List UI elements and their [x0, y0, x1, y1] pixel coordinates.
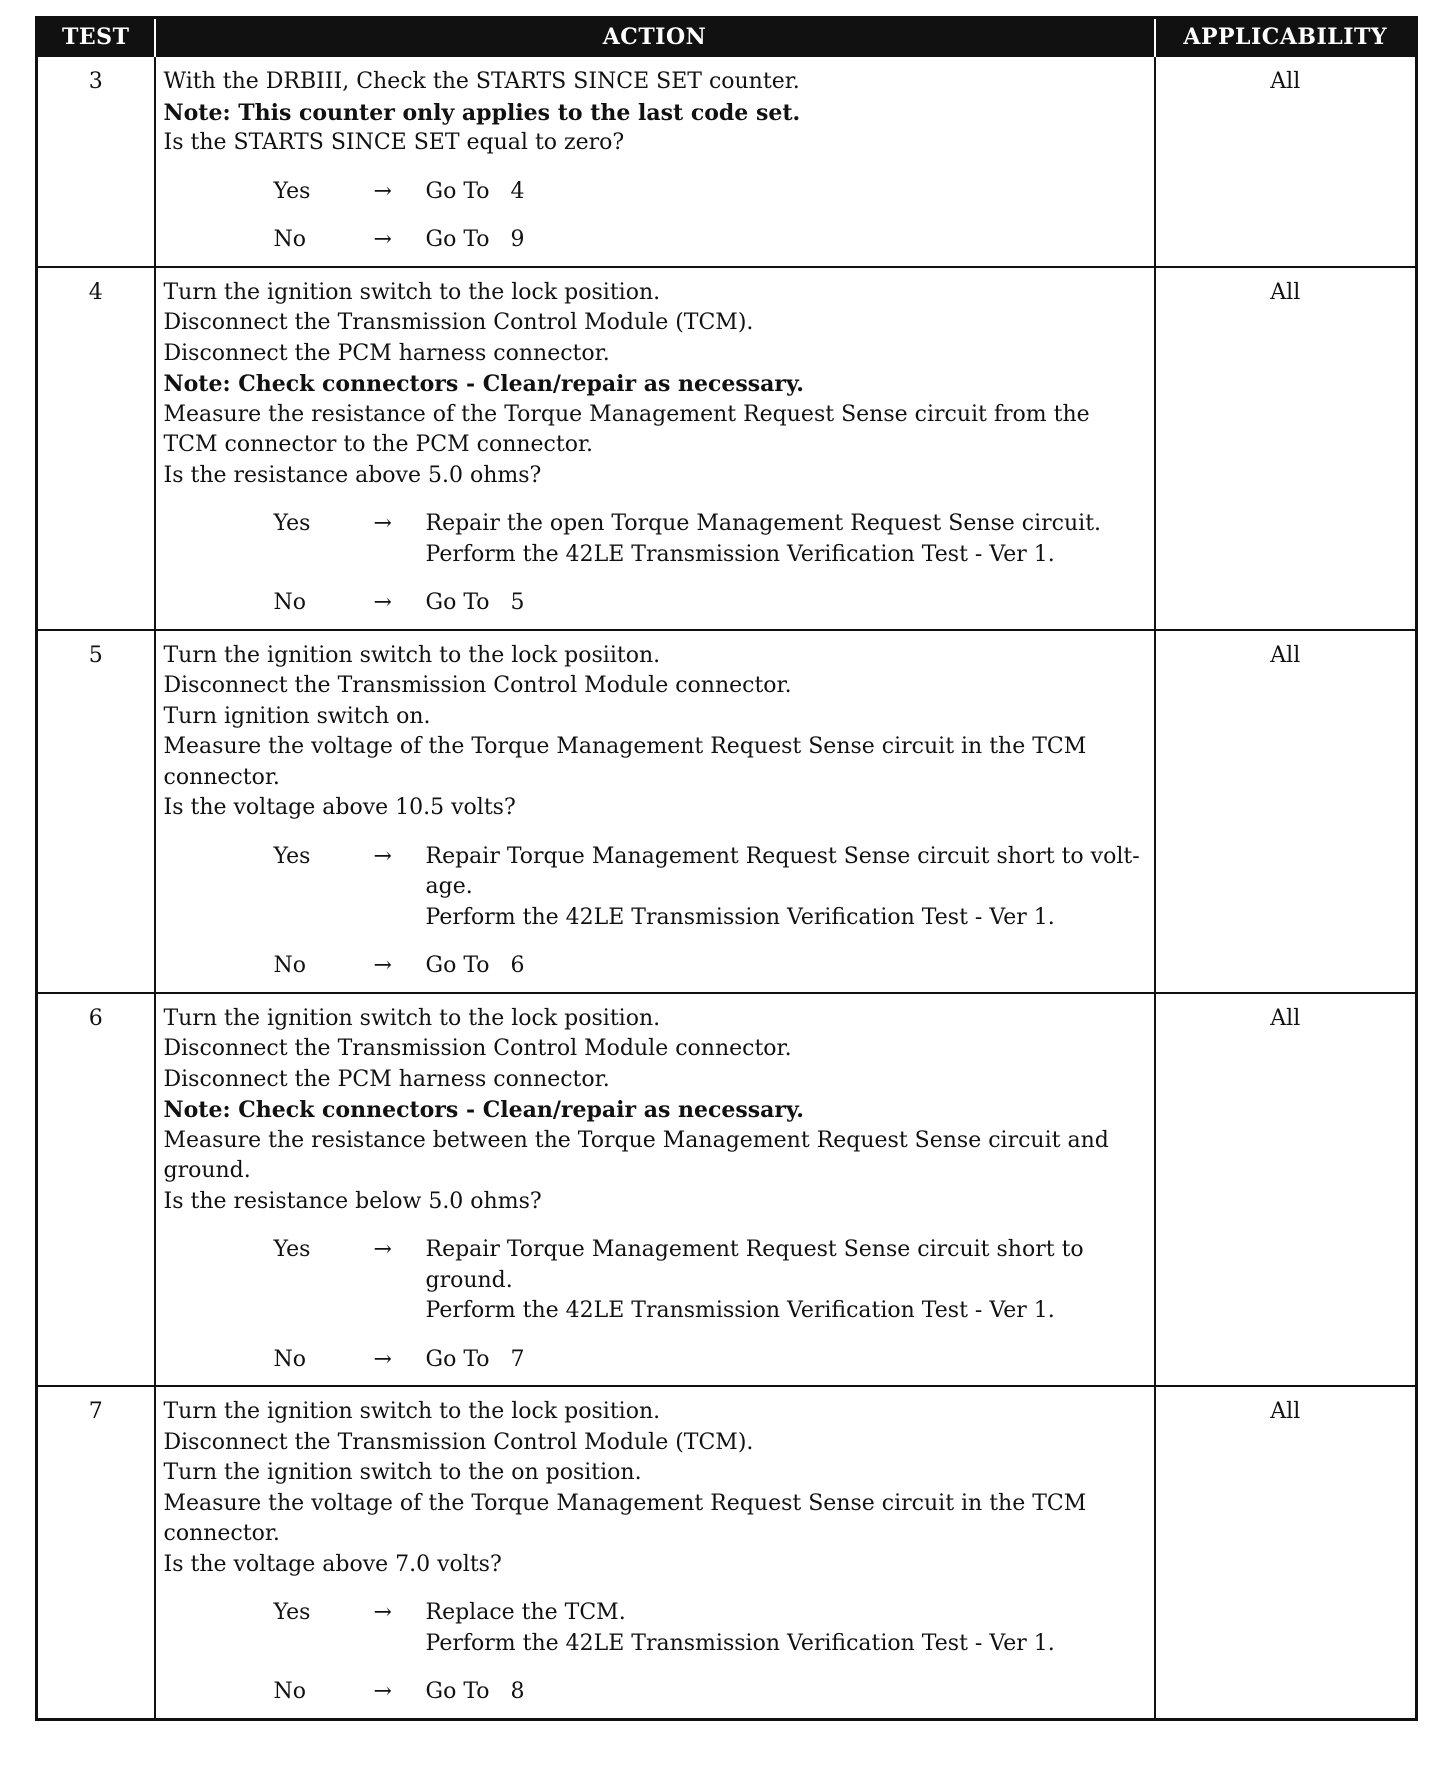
- instruction-text: Turn the ignition switch to the lock position.: [163, 1005, 661, 1031]
- note-text: Note: Check connectors - Clean/repair as necessary.: [163, 371, 804, 397]
- test-number: 7: [37, 1386, 155, 1719]
- arrow-icon: →: [373, 227, 392, 252]
- answer-result: [426, 1677, 1146, 1708]
- instruction-text: Disconnect the PCM harness connector.: [163, 340, 610, 366]
- answer-no: [274, 588, 1146, 619]
- answer-label: Yes: [273, 1237, 311, 1262]
- answer-label: Yes: [273, 511, 311, 536]
- instruction-text: Turn ignition switch on.: [163, 703, 431, 729]
- instruction-text: Turn the ignition switch to the lock position.: [163, 279, 661, 305]
- arrow-icon: →: [373, 1600, 392, 1625]
- answer-no: [274, 225, 1146, 256]
- test-number: 3: [37, 56, 155, 267]
- answer-label: No: [273, 953, 306, 978]
- answer-result: [426, 509, 1146, 570]
- table-row: [37, 1386, 1417, 1719]
- answer-yes: [274, 1598, 1146, 1659]
- action-cell: [155, 56, 1155, 267]
- instruction-text: Measure the resistance of the Torque Management Request Sense circuit from the TCM connector to the PCM connector.: [163, 401, 1090, 457]
- instruction-text: Turn the ignition switch to the lock posiiton.: [163, 642, 661, 668]
- instruction-text: Is the voltage above 10.5 volts?: [163, 795, 516, 820]
- result-line: Go To 6: [425, 953, 525, 978]
- action-cell: [155, 993, 1155, 1387]
- answer-list: [164, 177, 1146, 256]
- answer-yes: [274, 177, 1146, 208]
- answer-list: [164, 842, 1146, 982]
- instruction-text: Turn the ignition switch to the on position.: [163, 1460, 642, 1485]
- instruction-text: Disconnect the Transmission Control Module (TCM).: [163, 310, 754, 335]
- arrow-icon: →: [373, 178, 392, 204]
- instruction-text: Measure the voltage of the Torque Management Request Sense circuit in the TCM connector.: [163, 1490, 1087, 1546]
- instruction-text: Is the voltage above 7.0 volts?: [163, 1551, 502, 1577]
- result-line: Repair the open Torque Management Request Sense circuit.: [425, 511, 1102, 536]
- applicability-cell: All: [1155, 630, 1417, 993]
- arrow-icon: →: [373, 1679, 392, 1704]
- applicability-cell: All: [1155, 993, 1417, 1387]
- arrow-icon: →: [373, 1237, 392, 1262]
- table-row: [37, 267, 1417, 630]
- result-line: Repair Torque Management Request Sense circuit short to ground.: [425, 1237, 1091, 1293]
- answer-result: [426, 1598, 1146, 1659]
- answer-result: [426, 177, 1146, 208]
- answer-result: [426, 225, 1146, 256]
- instruction-text: Is the STARTS SINCE SET equal to zero?: [163, 130, 625, 155]
- test-number: 6: [37, 993, 155, 1387]
- action-cell: [155, 1386, 1155, 1719]
- table-body: [37, 56, 1417, 1719]
- answer-label: Yes: [273, 1600, 311, 1625]
- answer-yes: [274, 509, 1146, 570]
- arrow-icon: →: [373, 1346, 392, 1372]
- result-line: Perform the 42LE Transmission Verification Test - Ver 1.: [425, 904, 1055, 930]
- result-line: Replace the TCM.: [425, 1600, 626, 1625]
- diagnostic-test-table: [35, 16, 1418, 1721]
- instruction-text: With the DRBIII, Check the STARTS SINCE SET counter.: [163, 69, 800, 94]
- answer-result: [426, 588, 1146, 619]
- header-applicability: APPLICABILITY: [1155, 18, 1417, 57]
- applicability-cell: All: [1155, 1386, 1417, 1719]
- test-number: 5: [37, 630, 155, 993]
- instruction-text: Disconnect the Transmission Control Module connector.: [163, 1036, 792, 1061]
- action-cell: [155, 630, 1155, 993]
- test-number: 4: [37, 267, 155, 630]
- instruction-text: Disconnect the PCM harness connector.: [163, 1066, 610, 1092]
- answer-no: [274, 1677, 1146, 1708]
- arrow-icon: →: [373, 590, 392, 615]
- diagnostic-test-sheet: [35, 16, 1415, 1721]
- arrow-icon: →: [373, 511, 392, 536]
- result-line: Go To 5: [425, 590, 525, 615]
- answer-result: [426, 842, 1146, 934]
- answer-label: Yes: [273, 178, 311, 204]
- answer-yes: [274, 1235, 1146, 1327]
- answer-label: No: [273, 1346, 306, 1372]
- answer-no: [274, 1345, 1146, 1376]
- answer-label: No: [273, 227, 306, 252]
- table-row: [37, 630, 1417, 993]
- result-line: Go To 9: [425, 227, 525, 252]
- table-row: [37, 993, 1417, 1387]
- answer-list: [164, 509, 1146, 619]
- note-text: Note: Check connectors - Clean/repair as necessary.: [163, 1097, 804, 1123]
- header-action: ACTION: [155, 18, 1155, 57]
- result-line: Perform the 42LE Transmission Verification Test - Ver 1.: [425, 541, 1055, 567]
- instruction-text: Disconnect the Transmission Control Module (TCM).: [163, 1429, 754, 1455]
- answer-result: [426, 1345, 1146, 1376]
- instruction-text: Is the resistance above 5.0 ohms?: [163, 462, 542, 488]
- result-line: Go To 7: [425, 1346, 525, 1372]
- result-line: Go To 8: [425, 1679, 525, 1704]
- answer-no: [274, 951, 1146, 982]
- result-line: age.: [425, 874, 473, 899]
- instruction-text: Turn the ignition switch to the lock position.: [163, 1399, 661, 1424]
- answer-yes: [274, 842, 1146, 934]
- answer-label: Yes: [273, 843, 311, 869]
- answer-list: [164, 1598, 1146, 1708]
- arrow-icon: →: [373, 953, 392, 978]
- result-line: Go To 4: [425, 178, 525, 204]
- instruction-text: Measure the voltage of the Torque Management Request Sense circuit in the TCM connector.: [163, 734, 1087, 790]
- answer-result: [426, 1235, 1146, 1327]
- result-line: Perform the 42LE Transmission Verification Test - Ver 1.: [425, 1298, 1055, 1323]
- answer-list: [164, 1235, 1146, 1375]
- result-line: Repair Torque Management Request Sense circuit short to volt-: [425, 843, 1140, 869]
- applicability-cell: All: [1155, 267, 1417, 630]
- table-header-row: [37, 18, 1417, 57]
- applicability-cell: All: [1155, 56, 1417, 267]
- answer-label: No: [273, 1679, 306, 1704]
- instruction-text: Disconnect the Transmission Control Module connector.: [163, 673, 792, 698]
- instruction-text: Is the resistance below 5.0 ohms?: [163, 1188, 542, 1214]
- header-test: TEST: [37, 18, 155, 57]
- answer-result: [426, 951, 1146, 982]
- table-row: [37, 56, 1417, 267]
- answer-label: No: [273, 590, 306, 615]
- note-text: Note: This counter only applies to the last code set.: [163, 99, 801, 126]
- instruction-text: Measure the resistance between the Torque Management Request Sense circuit and ground.: [163, 1127, 1109, 1183]
- result-line: Perform the 42LE Transmission Verification Test - Ver 1.: [425, 1630, 1055, 1656]
- action-cell: [155, 267, 1155, 630]
- arrow-icon: →: [373, 843, 392, 869]
